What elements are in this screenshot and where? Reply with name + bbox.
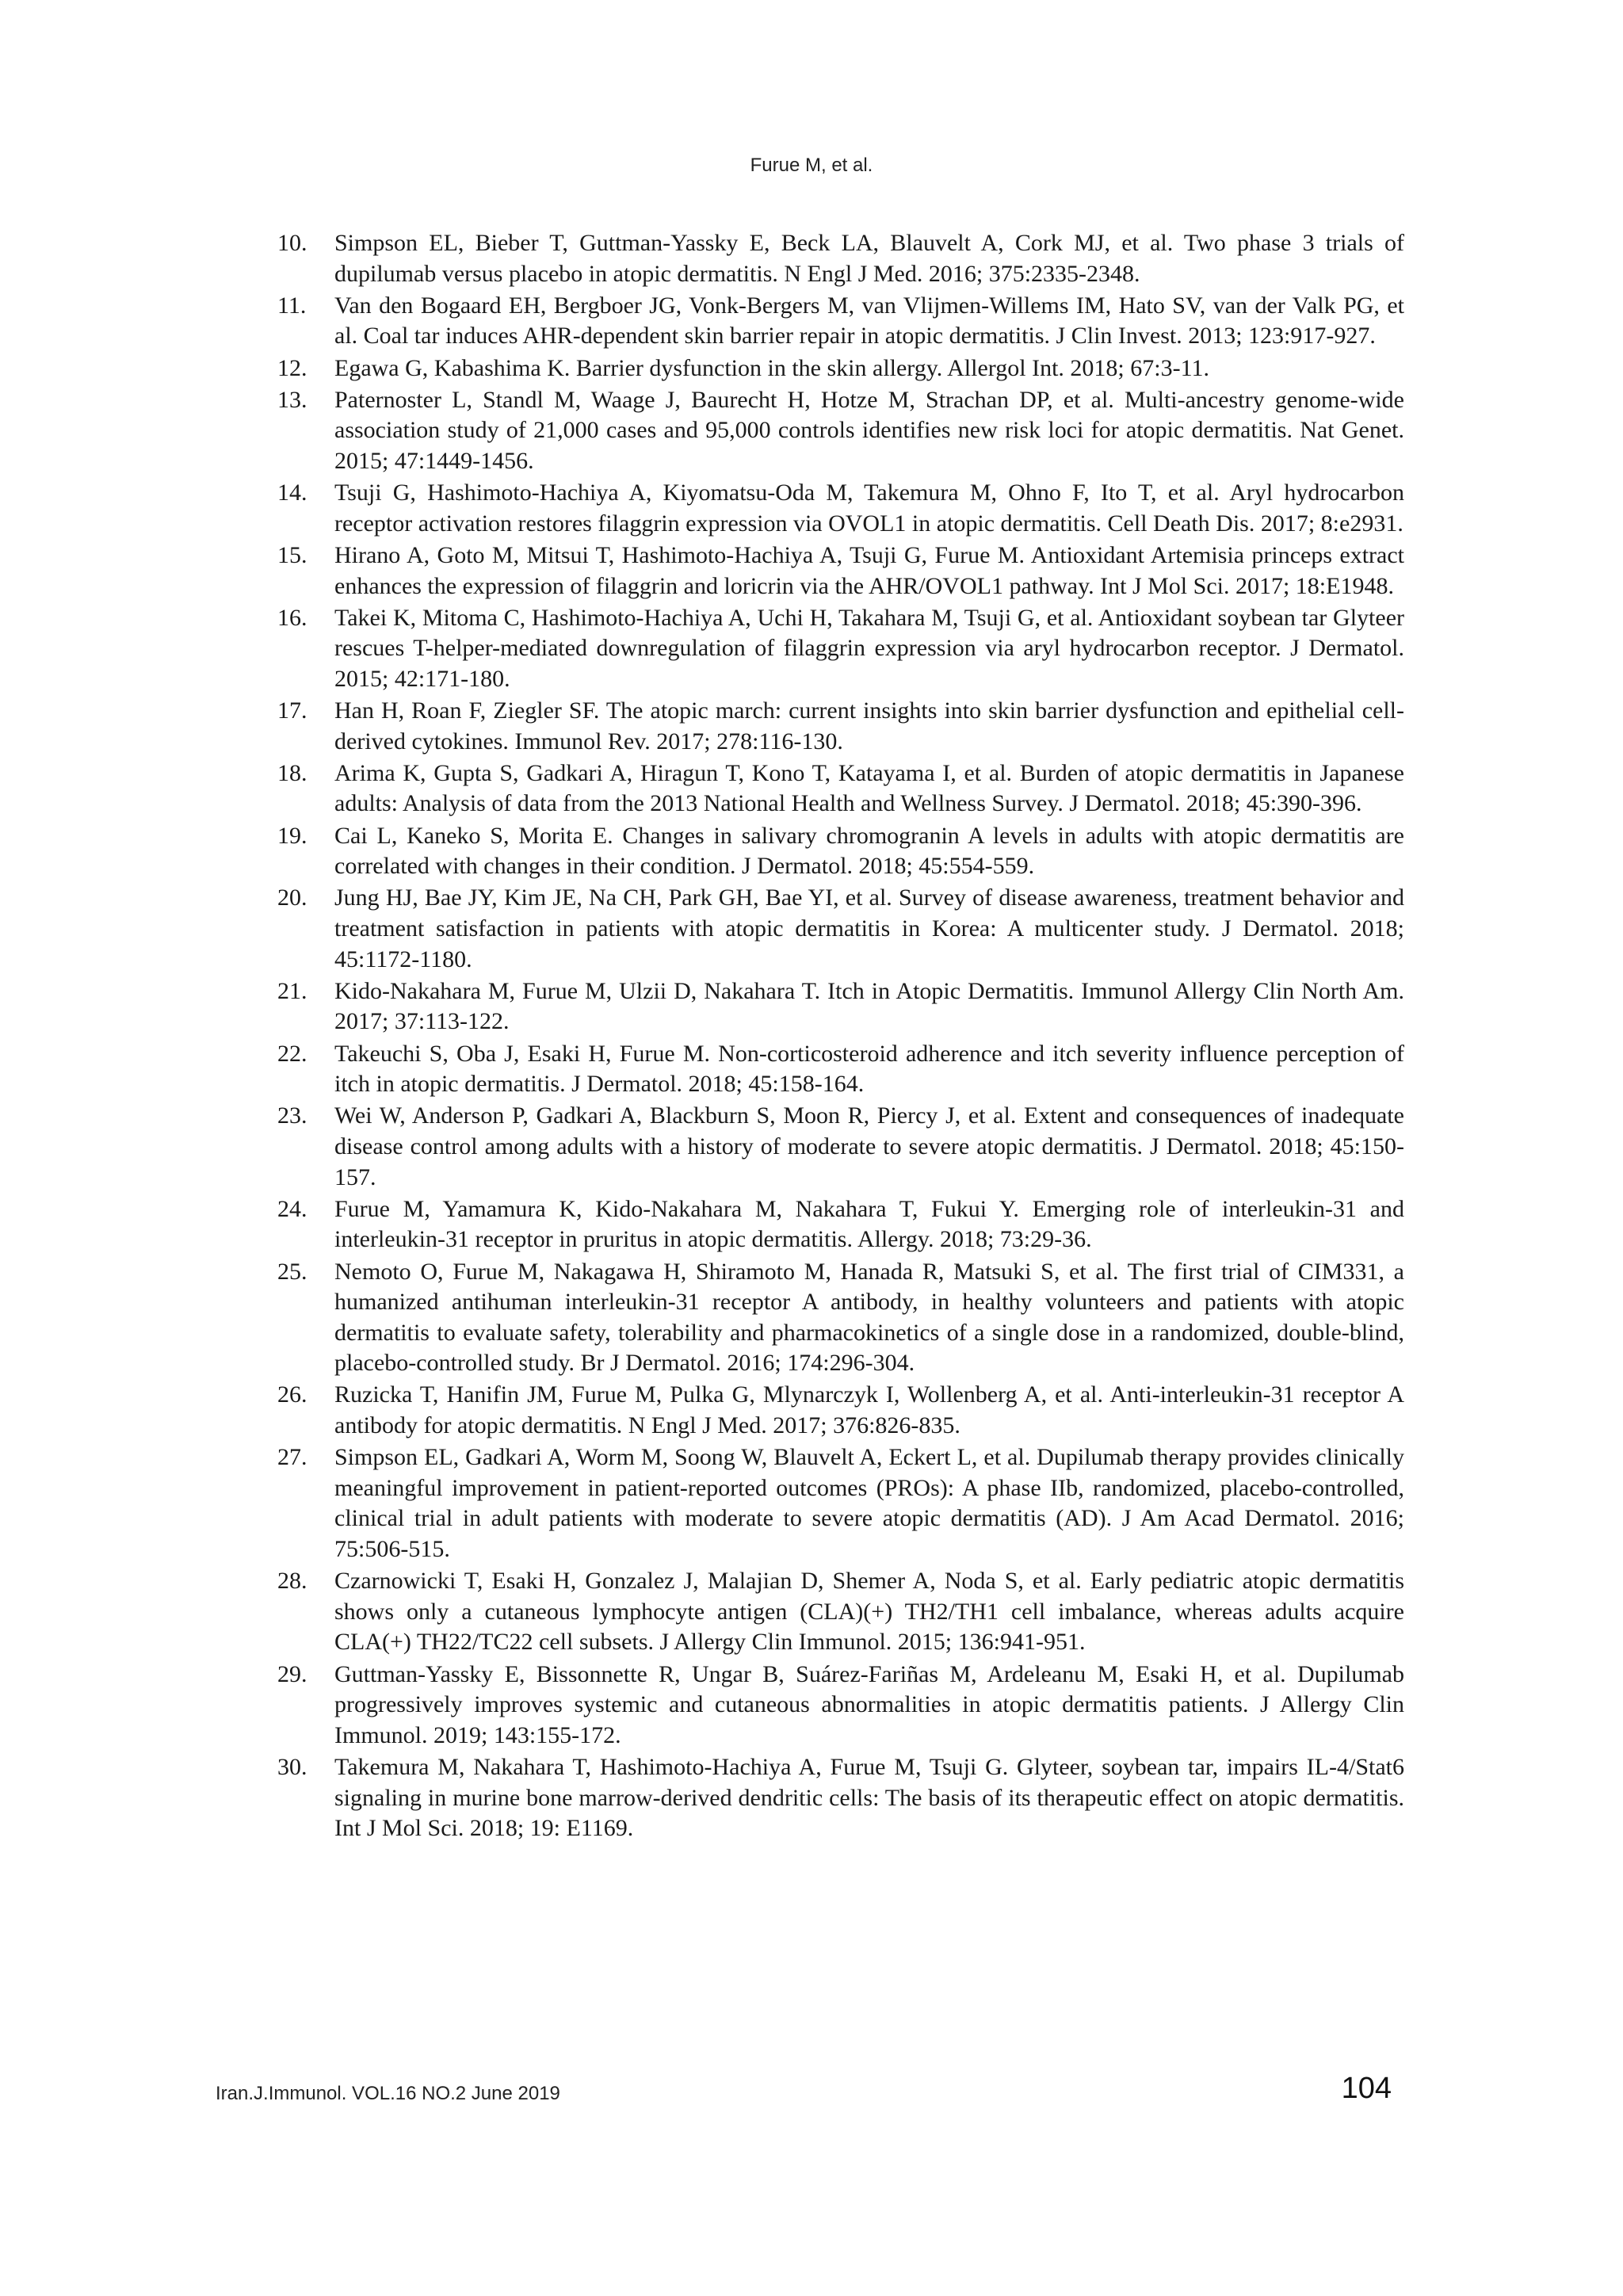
reference-number: 16. [277, 604, 307, 631]
reference-item [277, 1039, 1404, 1100]
reference-number: 19. [277, 822, 307, 849]
reference-number: 24. [277, 1195, 307, 1222]
reference-text: Han H, Roan F, Ziegler SF. The atopic march: current insights into skin barrier dysfunction and epithelial cell-derived cytokines. Immunol Rev. 2017; 278:116-130. [334, 697, 1404, 755]
reference-number: 13. [277, 386, 307, 413]
reference-item [277, 228, 1404, 289]
reference-number: 30. [277, 1753, 307, 1780]
reference-item [277, 1442, 1404, 1564]
reference-item [277, 1257, 1404, 1379]
reference-item [277, 603, 1404, 695]
reference-text: Egawa G, Kabashima K. Barrier dysfunction in the skin allergy. Allergol Int. 2018; 67:3-11. [334, 354, 1209, 381]
page-number: 104 [1341, 2072, 1392, 2105]
reference-item [277, 758, 1404, 819]
reference-item [277, 1101, 1404, 1193]
reference-item [277, 478, 1404, 539]
reference-text: Tsuji G, Hashimoto-Hachiya A, Kiyomatsu-Oda M, Takemura M, Ohno F, Ito T, et al. Aryl hydrocarbon receptor activation restores filaggrin expression via OVOL1 in atopic dermatitis. Cell Death Dis. 2017; 8:e2931. [334, 479, 1404, 537]
reference-item [277, 1380, 1404, 1441]
reference-number: 27. [277, 1444, 307, 1471]
reference-number: 11. [277, 292, 307, 319]
reference-item [277, 541, 1404, 602]
reference-text: Wei W, Anderson P, Gadkari A, Blackburn S, Moon R, Piercy J, et al. Extent and consequences of inadequate disease control among adults with a history of moderate to severe atopic dermatitis. J Dermatol. 2018; 45:150-157. [334, 1102, 1404, 1190]
reference-number: 12. [277, 354, 307, 381]
reference-number: 15. [277, 541, 307, 568]
reference-text: Ruzicka T, Hanifin JM, Furue M, Pulka G, Mlynarczyk I, Wollenberg A, et al. Anti-interleukin-31 receptor A antibody for atopic dermatitis. N Engl J Med. 2017; 376:826-835. [334, 1381, 1404, 1439]
reference-number: 23. [277, 1102, 307, 1129]
reference-number: 29. [277, 1660, 307, 1687]
reference-text: Paternoster L, Standl M, Waage J, Baurecht H, Hotze M, Strachan DP, et al. Multi-ancestry genome-wide association study of 21,000 cases and 95,000 controls identifies new risk loci for atopic dermatitis. Nat Genet. 2015; 47:1449-1456. [334, 386, 1404, 474]
reference-item [277, 1660, 1404, 1752]
reference-number: 28. [277, 1568, 307, 1595]
reference-item [277, 353, 1404, 384]
reference-number: 21. [277, 977, 307, 1004]
reference-list [277, 228, 1404, 1845]
reference-item [277, 291, 1404, 352]
reference-text: Furue M, Yamamura K, Kido-Nakahara M, Nakahara T, Fukui Y. Emerging role of interleukin-31 and interleukin-31 receptor in pruritus in atopic dermatitis. Allergy. 2018; 73:29-36. [334, 1195, 1404, 1253]
reference-text: Czarnowicki T, Esaki H, Gonzalez J, Malajian D, Shemer A, Noda S, et al. Early pediatric atopic dermatitis shows only a cutaneous lymphocyte antigen (CLA)(+) TH2/TH1 cell imbalance, whereas adults acquire CLA(+) TH22/TC22 cell subsets. J Allergy Clin Immunol. 2015; 136:941-951. [334, 1568, 1404, 1656]
reference-text: Takei K, Mitoma C, Hashimoto-Hachiya A, Uchi H, Takahara M, Tsuji G, et al. Antioxidant soybean tar Glyteer rescues T-helper-mediated downregulation of filaggrin expression via aryl hydrocarbon receptor. J Dermatol. 2015; 42:171-180. [334, 604, 1404, 692]
reference-item [277, 1752, 1404, 1844]
reference-item [277, 696, 1404, 757]
reference-number: 14. [277, 479, 307, 506]
reference-number: 20. [277, 884, 307, 911]
reference-number: 18. [277, 759, 307, 786]
reference-item [277, 385, 1404, 477]
reference-text: Arima K, Gupta S, Gadkari A, Hiragun T, Kono T, Katayama I, et al. Burden of atopic dermatitis in Japanese adults: Analysis of data from the 2013 National Health and Wellness Survey. J Dermatol. 2018; 45:390-396. [334, 759, 1404, 817]
reference-text: Cai L, Kaneko S, Morita E. Changes in salivary chromogranin A levels in adults with atopic dermatitis are correlated with changes in their condition. J Dermatol. 2018; 45:554-559. [334, 822, 1404, 880]
reference-text: Hirano A, Goto M, Mitsui T, Hashimoto-Hachiya A, Tsuji G, Furue M. Antioxidant Artemisia princeps extract enhances the expression of filaggrin and loricrin via the AHR/OVOL1 pathway. Int J Mol Sci. 2017; 18:E1948. [334, 541, 1404, 599]
reference-text: Takeuchi S, Oba J, Esaki H, Furue M. Non-corticosteroid adherence and itch severity influence perception of itch in atopic dermatitis. J Dermatol. 2018; 45:158-164. [334, 1040, 1404, 1098]
reference-text: Van den Bogaard EH, Bergboer JG, Vonk-Bergers M, van Vlijmen-Willems IM, Hato SV, van der Valk PG, et al. Coal tar induces AHR-dependent skin barrier repair in atopic dermatitis. J Clin Invest. 2013; 123:917-927. [334, 292, 1404, 350]
reference-text: Kido-Nakahara M, Furue M, Ulzii D, Nakahara T. Itch in Atopic Dermatitis. Immunol Allergy Clin North Am. 2017; 37:113-122. [334, 977, 1404, 1035]
reference-item [277, 883, 1404, 975]
reference-text: Guttman-Yassky E, Bissonnette R, Ungar B, Suárez-Fariñas M, Ardeleanu M, Esaki H, et al. Dupilumab progressively improves systemic and cutaneous abnormalities in atopic dermatitis patients. J Allergy Clin Immunol. 2019; 143:155-172. [334, 1660, 1404, 1748]
reference-text: Simpson EL, Gadkari A, Worm M, Soong W, Blauvelt A, Eckert L, et al. Dupilumab therapy provides clinically meaningful improvement in patient-reported outcomes (PROs): A phase IIb, randomized, placebo-controlled, clinical trial in adult patients with moderate to severe atopic dermatitis (AD). J Am Acad Dermatol. 2016; 75:506-515. [334, 1444, 1404, 1563]
reference-text: Simpson EL, Bieber T, Guttman-Yassky E, Beck LA, Blauvelt A, Cork MJ, et al. Two phase 3 trials of dupilumab versus placebo in atopic dermatitis. N Engl J Med. 2016; 375:2335-2348. [334, 230, 1404, 287]
journal-citation: Iran.J.Immunol. VOL.16 NO.2 June 2019 [216, 2083, 560, 2104]
reference-text: Takemura M, Nakahara T, Hashimoto-Hachiya A, Furue M, Tsuji G. Glyteer, soybean tar, impairs IL-4/Stat6 signaling in murine bone marrow-derived dendritic cells: The basis of its therapeutic effect on atopic dermatitis. Int J Mol Sci. 2018; 19: E1169. [334, 1753, 1404, 1842]
reference-text: Nemoto O, Furue M, Nakagawa H, Shiramoto M, Hanada R, Matsuki S, et al. The first trial of CIM331, a humanized antihuman interleukin-31 receptor A antibody, in healthy volunteers and patients with atopic dermatitis to evaluate safety, tolerability and pharmacokinetics of a single dose in a randomized, double-blind, placebo-controlled study. Br J Dermatol. 2016; 174:296-304. [334, 1258, 1404, 1377]
page-footer [216, 2072, 1392, 2111]
reference-item [277, 821, 1404, 882]
reference-number: 22. [277, 1040, 307, 1067]
reference-text: Jung HJ, Bae JY, Kim JE, Na CH, Park GH, Bae YI, et al. Survey of disease awareness, treatment behavior and treatment satisfaction in patients with atopic dermatitis in Korea: A multicenter study. J Dermatol. 2018; 45:1172-1180. [334, 884, 1404, 972]
reference-number: 17. [277, 697, 307, 724]
running-header: Furue M, et al. [750, 155, 873, 176]
reference-item [277, 1566, 1404, 1658]
reference-item [277, 1194, 1404, 1255]
reference-number: 26. [277, 1381, 307, 1408]
reference-number: 25. [277, 1258, 307, 1285]
reference-number: 10. [277, 230, 307, 256]
reference-item [277, 976, 1404, 1037]
